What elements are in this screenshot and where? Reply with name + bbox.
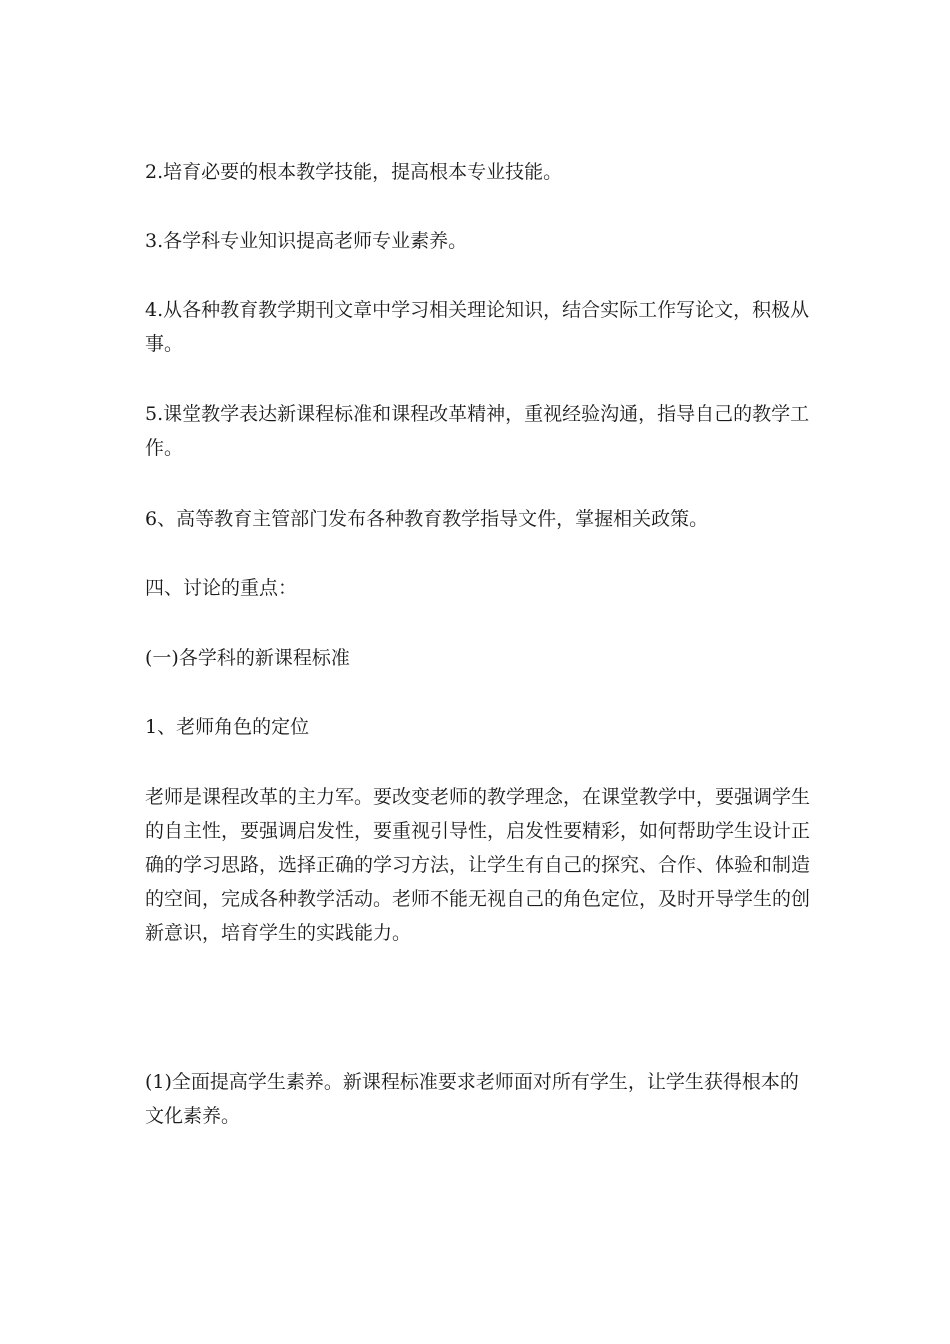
paragraph-item-2: 2.培育必要的根本教学技能，提高根本专业技能。	[145, 161, 563, 183]
paragraph-item-6: 6、高等教育主管部门发布各种教育教学指导文件，掌握相关政策。	[145, 508, 709, 530]
subsection-heading-1: (一)各学科的新课程标准	[145, 647, 350, 669]
body-paragraph-student-quality: (1)全面提高学生素养。新课程标准要求老师面对所有学生，让学生获得根本的文化素养。	[145, 1071, 799, 1127]
paragraph-item-3: 3.各学科专业知识提高老师专业素养。	[145, 230, 468, 252]
body-paragraph-teacher-role: 老师是课程改革的主力军。要改变老师的教学理念，在课堂教学中，要强调学生的自主性，要强调启发性，要重视引导性，启发性要精彩，如何帮助学生设计正确的学习思路，选择正确的学习方法，让学生有自己的探究、合作、体验和制造的空间，完成各种教学活动。老师不能无视自己的角色定位，及时开导学生的创新意识，培育学生的实践能力。	[145, 786, 811, 944]
paragraph-item-5: 5.课堂教学表达新课程标准和课程改革精神，重视经验沟通，指导自己的教学工作。	[145, 403, 810, 459]
section-heading-4: 四、讨论的重点：	[145, 577, 298, 599]
subsubsection-heading-1: 1、老师角色的定位	[145, 716, 310, 738]
paragraph-item-4: 4.从各种教育教学期刊文章中学习相关理论知识，结合实际工作写论文，积极从事。	[145, 299, 810, 355]
